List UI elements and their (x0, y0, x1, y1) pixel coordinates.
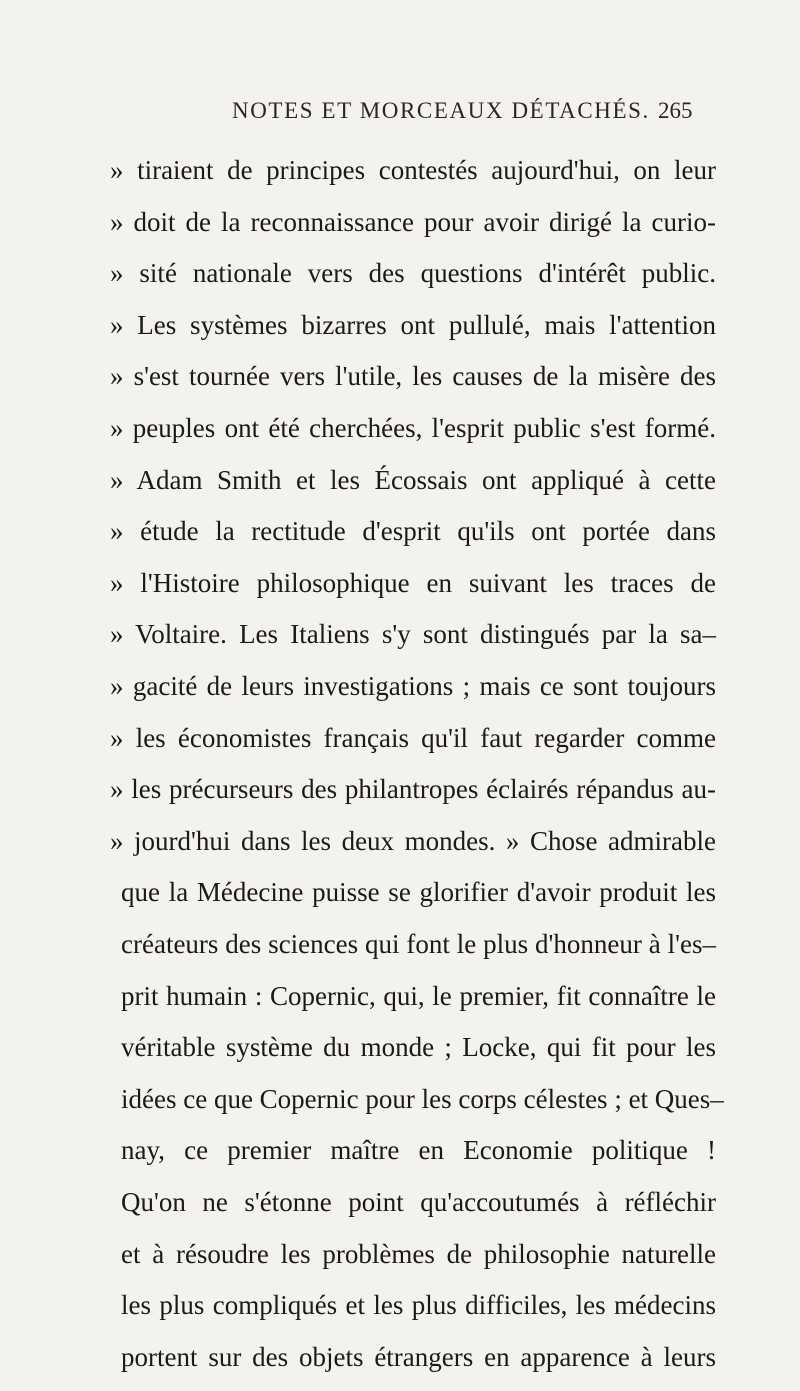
text-line: » l'Histoire philosophique en suivant les traces de (110, 567, 716, 598)
text-line: » Voltaire. Les Italiens s'y sont distingués par la sa– (110, 619, 716, 650)
text-line: créateurs des sciences qui font le plus d'honneur à l'es– (121, 929, 716, 959)
text-line: véritable système du monde ; Locke, qui fit pour les (121, 1032, 716, 1063)
text-line: » Adam Smith et les Écossais ont appliqué à cette (110, 464, 716, 495)
page-number: 265 (658, 98, 693, 123)
text-line: » peuples ont été cherchées, l'esprit public s'est formé. (110, 413, 716, 443)
running-title: NOTES ET MORCEAUX DÉTACHÉS. (232, 98, 650, 123)
text-line: » tiraient de principes contestés aujourd'hui, on leur (110, 155, 716, 185)
text-line: » jourd'hui dans les deux mondes. » Chose admirable (110, 825, 716, 856)
text-line: Qu'on ne s'étonne point qu'accoutumés à réfléchir (121, 1187, 716, 1217)
text-line: et à résoudre les problèmes de philosophie naturelle (121, 1238, 716, 1269)
text-line: » Les systèmes bizarres ont pullulé, mais l'attention (110, 309, 716, 340)
text-line: portent sur des objets étrangers en apparence à leurs (121, 1341, 716, 1372)
text-line: » étude la rectitude d'esprit qu'ils ont portée dans (110, 516, 716, 547)
text-line: » les précurseurs des philantropes éclairés répandus au- (110, 774, 716, 805)
text-line: les plus compliqués et les plus difficiles, les médecins (121, 1290, 716, 1321)
running-head (0, 98, 800, 138)
text-line: » doit de la reconnaissance pour avoir dirigé la curio- (110, 206, 716, 237)
text-line: » gacité de leurs investigations ; mais ce sont toujours (110, 671, 716, 701)
text-line: » sité nationale vers des questions d'intérêt public. (110, 258, 716, 289)
text-line: que la Médecine puisse se glorifier d'avoir produit les (121, 877, 716, 908)
text-line: » les économistes français qu'il faut regarder comme (110, 722, 716, 753)
text-line: prit humain : Copernic, qui, le premier, fit connaître le (121, 980, 716, 1011)
text-line: idées ce que Copernic pour les corps célestes ; et Ques– (121, 1083, 724, 1114)
text-line: » s'est tournée vers l'utile, les causes de la misère des (110, 361, 716, 392)
text-line: nay, ce premier maître en Economie politique ! (121, 1135, 716, 1166)
